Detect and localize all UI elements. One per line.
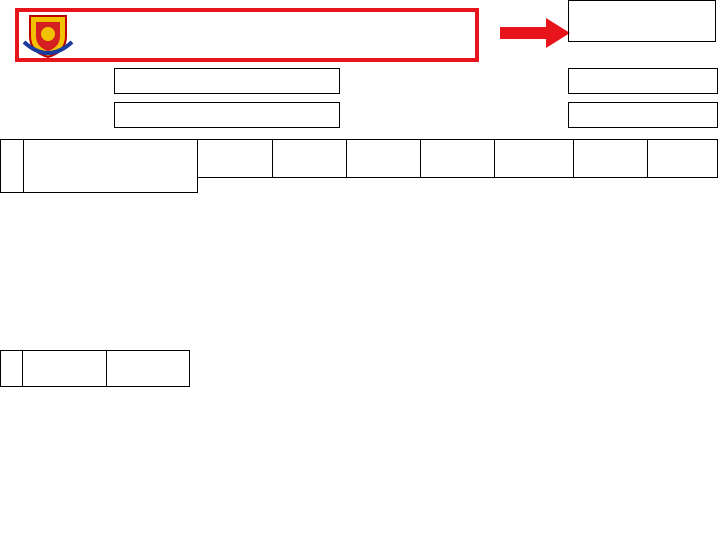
col-percubaan bbox=[495, 140, 574, 178]
right-arrow-icon bbox=[500, 18, 570, 48]
col-bil bbox=[1, 140, 24, 193]
col-etr bbox=[574, 140, 648, 178]
col-tov bbox=[198, 140, 273, 178]
col-pt3 bbox=[648, 140, 718, 178]
teacher-field[interactable] bbox=[114, 102, 340, 128]
col-ujian-pra bbox=[421, 140, 495, 178]
hc-col-dil-murid bbox=[106, 351, 189, 387]
year-field[interactable] bbox=[568, 102, 718, 128]
title-box bbox=[15, 8, 479, 62]
col-pep-tgh bbox=[347, 140, 421, 178]
col-pep-awal bbox=[273, 140, 347, 178]
headcount-table bbox=[0, 350, 718, 387]
subject-field[interactable] bbox=[114, 68, 340, 94]
student-marks-table bbox=[0, 139, 718, 193]
school-crest-icon bbox=[22, 12, 74, 58]
class-field[interactable] bbox=[568, 68, 718, 94]
col-nama bbox=[23, 140, 198, 193]
hc-box bbox=[568, 0, 716, 42]
hc-col-bil bbox=[1, 351, 23, 387]
hc-col-ujian bbox=[23, 351, 106, 387]
